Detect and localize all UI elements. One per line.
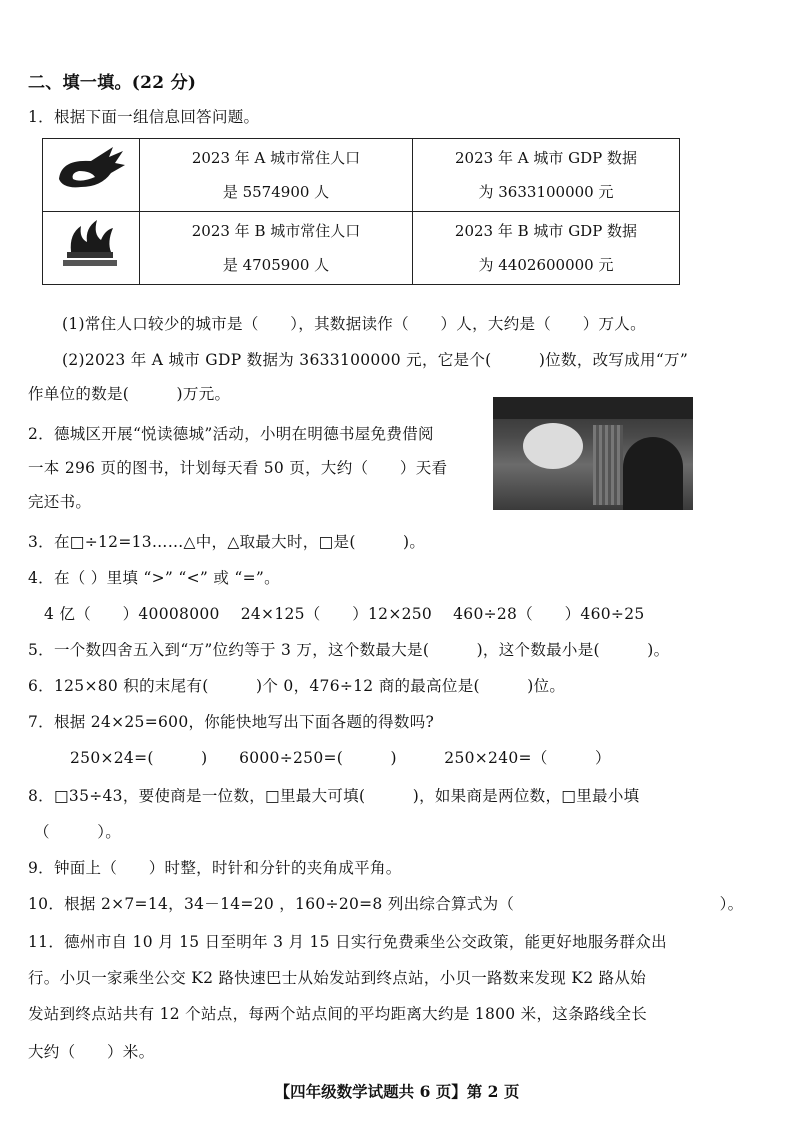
- city-b-pop-line1: 2023 年 B 城市常住人口: [191, 222, 361, 240]
- city-a-gdp-line1: 2023 年 A 城市 GDP 数据: [455, 149, 637, 167]
- q7-line1: 7．根据 24×25=600，你能快地写出下面各题的得数吗?: [28, 713, 435, 731]
- q9: 9．钟面上（ ）时整，时针和分针的夹角成平角。: [28, 859, 402, 877]
- city-a-pop-line1: 2023 年 A 城市常住人口: [191, 149, 361, 167]
- city-b-gdp-cell: [413, 212, 680, 285]
- table-row: [43, 139, 680, 212]
- city-b-logo-cell: [43, 212, 140, 285]
- city-b-sculpture-icon: [51, 212, 131, 272]
- q7-line2: 250×24=( ) 6000÷250=( ) 250×240=（ ）: [70, 749, 611, 767]
- q11-line1: 11．德州市自 10 月 15 日至明年 3 月 15 日实行免费乘坐公交政策，能更好地服务群众出: [28, 933, 667, 951]
- q1-intro: 1．根据下面一组信息回答问题。: [28, 108, 260, 126]
- q4-line1: 4．在（ ）里填 “>” “<” 或 “=”。: [28, 569, 280, 587]
- city-a-sculpture-icon: [51, 139, 131, 199]
- city-a-population-cell: [140, 139, 413, 212]
- q11-line3: 发站到终点站共有 12 个站点，每两个站点间的平均距离大约是 1800 米，这条路线全长: [28, 1005, 648, 1023]
- q2-line1: 2．德城区开展“悦读德城”活动，小明在明德书屋免费借阅: [28, 425, 434, 443]
- q1-sub1: (1)常住人口较少的城市是（ ），其数据读作（ ）人，大约是（ ）万人。: [62, 315, 646, 333]
- city-a-gdp-cell: [413, 139, 680, 212]
- q2-line2: 一本 296 页的图书，计划每天看 50 页，大约（ ）天看: [28, 459, 448, 477]
- q3: 3．在□÷12=13……△中，△取最大时，□是( )。: [28, 533, 426, 551]
- q8-line2: （ ）。: [34, 823, 122, 841]
- city-b-gdp-line1: 2023 年 B 城市 GDP 数据: [454, 222, 638, 240]
- q5: 5．一个数四舍五入到“万”位约等于 3 万，这个数最大是( )，这个数最小是( )。: [28, 641, 670, 659]
- q1-sub2-line2: 作单位的数是( )万元。: [28, 385, 231, 403]
- q6: 6．125×80 积的末尾有( )个 0，476÷12 商的最高位是( )位。: [28, 677, 566, 695]
- library-photo-icon: [493, 397, 693, 510]
- table-row: [43, 212, 680, 285]
- q8-line1: 8．□35÷43，要使商是一位数，□里最大可填( )，如果商是两位数，□里最小填: [28, 787, 640, 805]
- q10: 10．根据 2×7=14，34－14=20 ，160÷20=8 列出综合算式为（ ）。: [28, 895, 744, 913]
- city-a-gdp-line2: 为 3633100000 元: [478, 183, 614, 201]
- page-footer: 【四年级数学试题共 6 页】第 2 页: [274, 1082, 520, 1101]
- city-a-pop-line2: 是 5574900 人: [222, 183, 330, 201]
- q11-line2: 行。小贝一家乘坐公交 K2 路快速巴士从始发站到终点站，小贝一路数来发现 K2 路从始: [28, 969, 646, 987]
- q4-line2: 4 亿（ ）40008000 24×125（ ）12×250 460÷28（ ）460÷25: [44, 605, 645, 623]
- city-b-gdp-line2: 为 4402600000 元: [478, 256, 614, 274]
- city-a-logo-cell: [43, 139, 140, 212]
- city-b-pop-line2: 是 4705900 人: [222, 256, 330, 274]
- q11-line4: 大约（ ）米。: [28, 1043, 155, 1061]
- section-title: 二、填一填。(22 分): [28, 73, 197, 93]
- q1-sub2-line1: (2)2023 年 A 城市 GDP 数据为 3633100000 元，它是个( )位数，改写成用“万”: [62, 351, 689, 369]
- city-info-table: [42, 138, 680, 285]
- city-b-population-cell: [140, 212, 413, 285]
- q2-line3: 完还书。: [28, 493, 92, 511]
